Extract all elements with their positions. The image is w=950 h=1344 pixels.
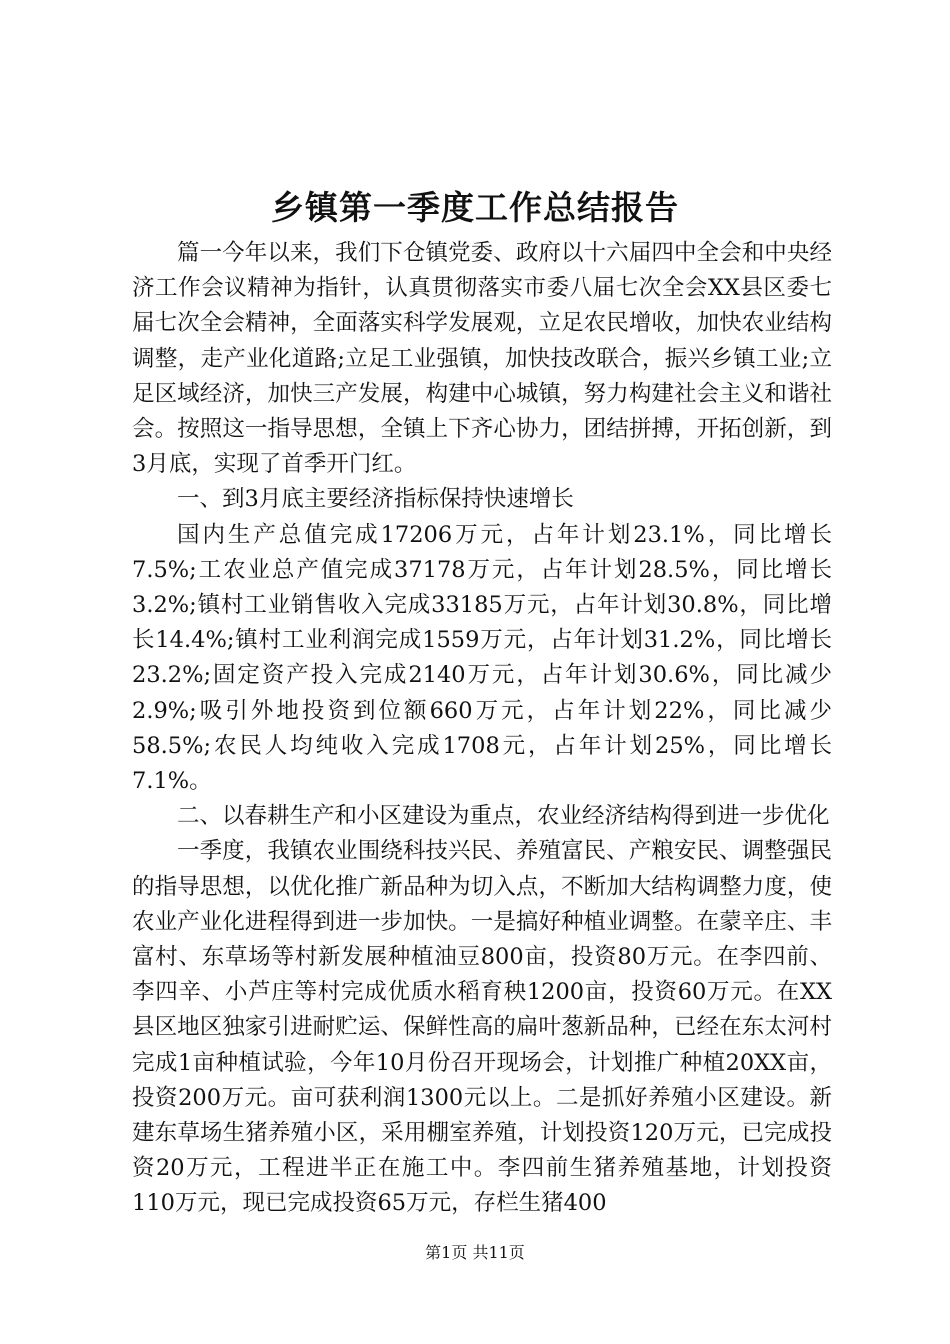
section-heading-1: 一、到3月底主要经济指标保持快速增长 [177, 486, 574, 513]
paragraph-agriculture: 一季度，我镇农业围绕科技兴民、养殖富民、产粮安民、调整强民的指导思想，以优化推广新品种为切入点，不断加大结构调整力度，使农业产业化进程得到进一步加快。一是搞好种植业调整。在蒙辛庄、丰富村、东草场等村新发展种植油豆800亩，投资80万元。在李四前、李四辛、小芦庄等村完成优质水稻育秧1200亩，投资60万元。在XX县区地区独家引进耐贮运、保鲜性高的扁叶葱新品种，已经在东太河村完成1亩种植试验，今年10月份召开现场会，计划推广种植20XX亩，投资200万元。亩可获利润1300元以上。二是抓好养殖小区建设。新建东草场生猪养殖小区，采用棚室养殖，计划投资120万元，已完成投资20万元，工程进半正在施工中。李四前生猪养殖基地，计划投资110万元，现已完成投资65万元，存栏生猪400 [132, 838, 832, 1217]
paragraph-economic-indicators: 国内生产总值完成17206万元，占年计划23.1%，同比增长7.5%;工农业总产值完成37178万元，占年计划28.5%，同比增长3.2%;镇村工业销售收入完成33185万元，占年计划30.8%，同比增长14.4%;镇村工业利润完成1559万元，占年计划31.2%，同比增长23.2%;固定资产投入完成2140万元，占年计划30.6%，同比减少2.9%;吸引外地投资到位额660万元，占年计划22%，同比减少58.5%;农民人均纯收入完成1708元，占年计划25%，同比增长7.1%。 [132, 521, 832, 795]
document-body [132, 236, 832, 1222]
section-heading-2: 二、以春耕生产和小区建设为重点，农业经济结构得到进一步优化 [177, 803, 830, 830]
page-number-footer: 第1页 共11页 [425, 1243, 525, 1262]
paragraph-intro: 篇一今年以来，我们下仓镇党委、政府以十六届四中全会和中央经济工作会议精神为指针，认真贯彻落实市委八届七次全会XX县区委七届七次全会精神，全面落实科学发展观，立足农民增收，加快农业结构调整，走产业化道路;立足工业强镇，加快技改联合，振兴乡镇工业;立足区域经济，加快三产发展，构建中心城镇，努力构建社会主义和谐社会。按照这一指导思想，全镇上下齐心协力，团结拼搏，开拓创新，到3月底，实现了首季开门红。 [132, 240, 832, 478]
document-title: 乡镇第一季度工作总结报告 [271, 188, 679, 227]
